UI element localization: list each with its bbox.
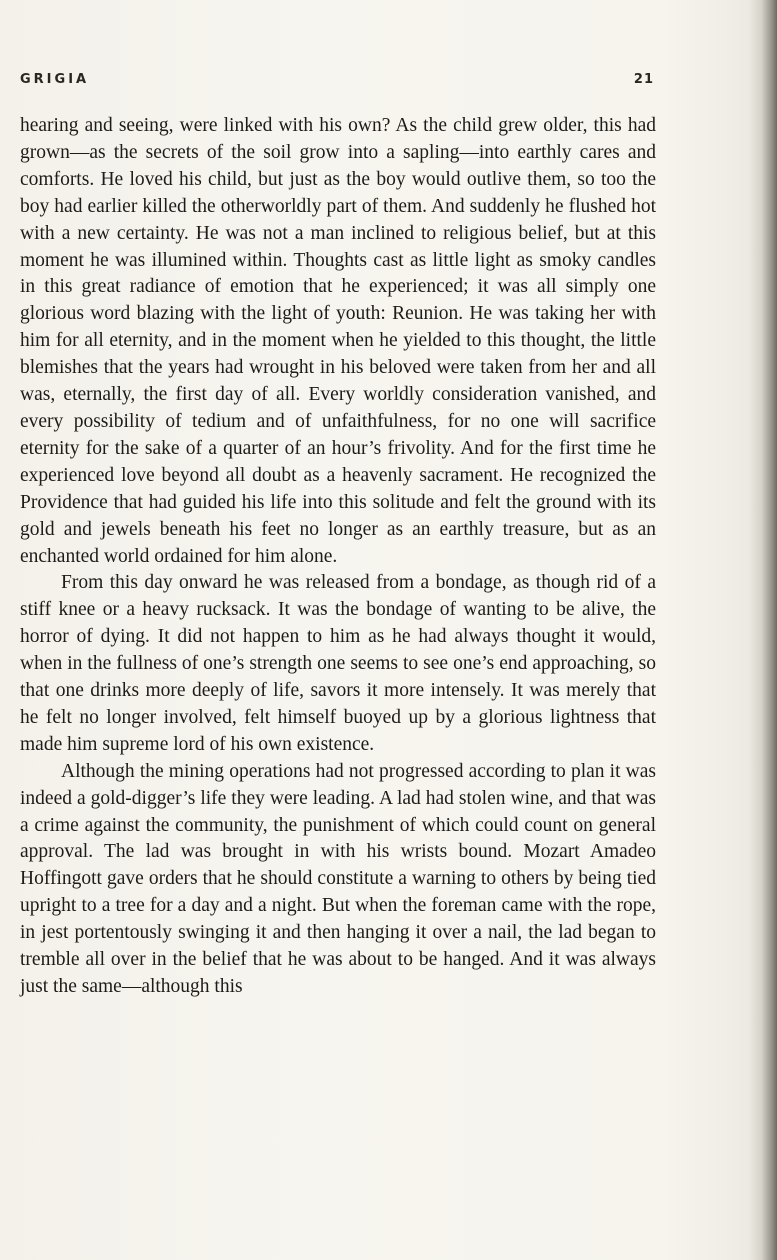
body-text [20,113,656,1001]
paragraph-3: Although the mining operations had not progressed according to plan it was indeed a gold-digger’s life they were leading. A lad had stolen wine, and that was a crime against the community, the punishment of which could count on general approval. The lad was brought in with his wrists bound. Mozart Amadeo Hoffingott gave orders that he should constitute a warning to others by being tied upright to a tree for a day and a night. But when the foreman came with the rope, in jest portentously swinging it and then hanging it over a nail, the lad began to tremble all over in the belief that he was about to be hanged. And it was always just the same—although this [20,760,656,997]
paragraph-2: From this day onward he was released from a bondage, as though rid of a stiff knee or a heavy rucksack. It was the bondage of wanting to be alive, the horror of dying. It did not happen to him as he had always thought it would, when in the fullness of one’s strength one seems to see one’s end approaching, so that one drinks more deeply of life, savors it more intensely. It was merely that he felt no longer involved, felt himself buoyed up by a glorious lightness that made him supreme lord of his own existence. [20,572,656,755]
page-number: 21 [633,72,654,87]
running-title: GRIGIA [20,72,90,87]
page-edge-shadow [749,0,777,1260]
running-head [20,70,656,92]
paragraph-1: hearing and seeing, were linked with his own? As the child grew older, this had grown—as the secrets of the soil grow into a sapling—into earthly cares and comforts. He loved his child, but just as the boy would outlive them, so too the boy had earlier killed the otherworldly part of them. And suddenly he flushed hot with a new certainty. He was not a man inclined to religious belief, but at this moment he was illumined within. Thoughts cast as little light as smoky candles in this great radiance of emotion that he experienced; it was all simply one glorious word blazing with the light of youth: Reunion. He was taking her with him for all eternity, and in the moment when he yielded to this thought, the little blemishes that the years had wrought in his beloved were taken from her and all was, eternally, the first day of all. Every worldly consideration vanished, and every possibility of tedium and of unfaithfulness, for no one will sacrifice eternity for the sake of a quarter of an hour’s frivolity. And for the first time he experienced love beyond all doubt as a heavenly sacrament. He recognized the Providence that had guided his life into this solitude and felt the ground with its gold and jewels beneath his feet no longer as an earthly treasure, but as an enchanted world ordained for him alone. [20,115,656,567]
